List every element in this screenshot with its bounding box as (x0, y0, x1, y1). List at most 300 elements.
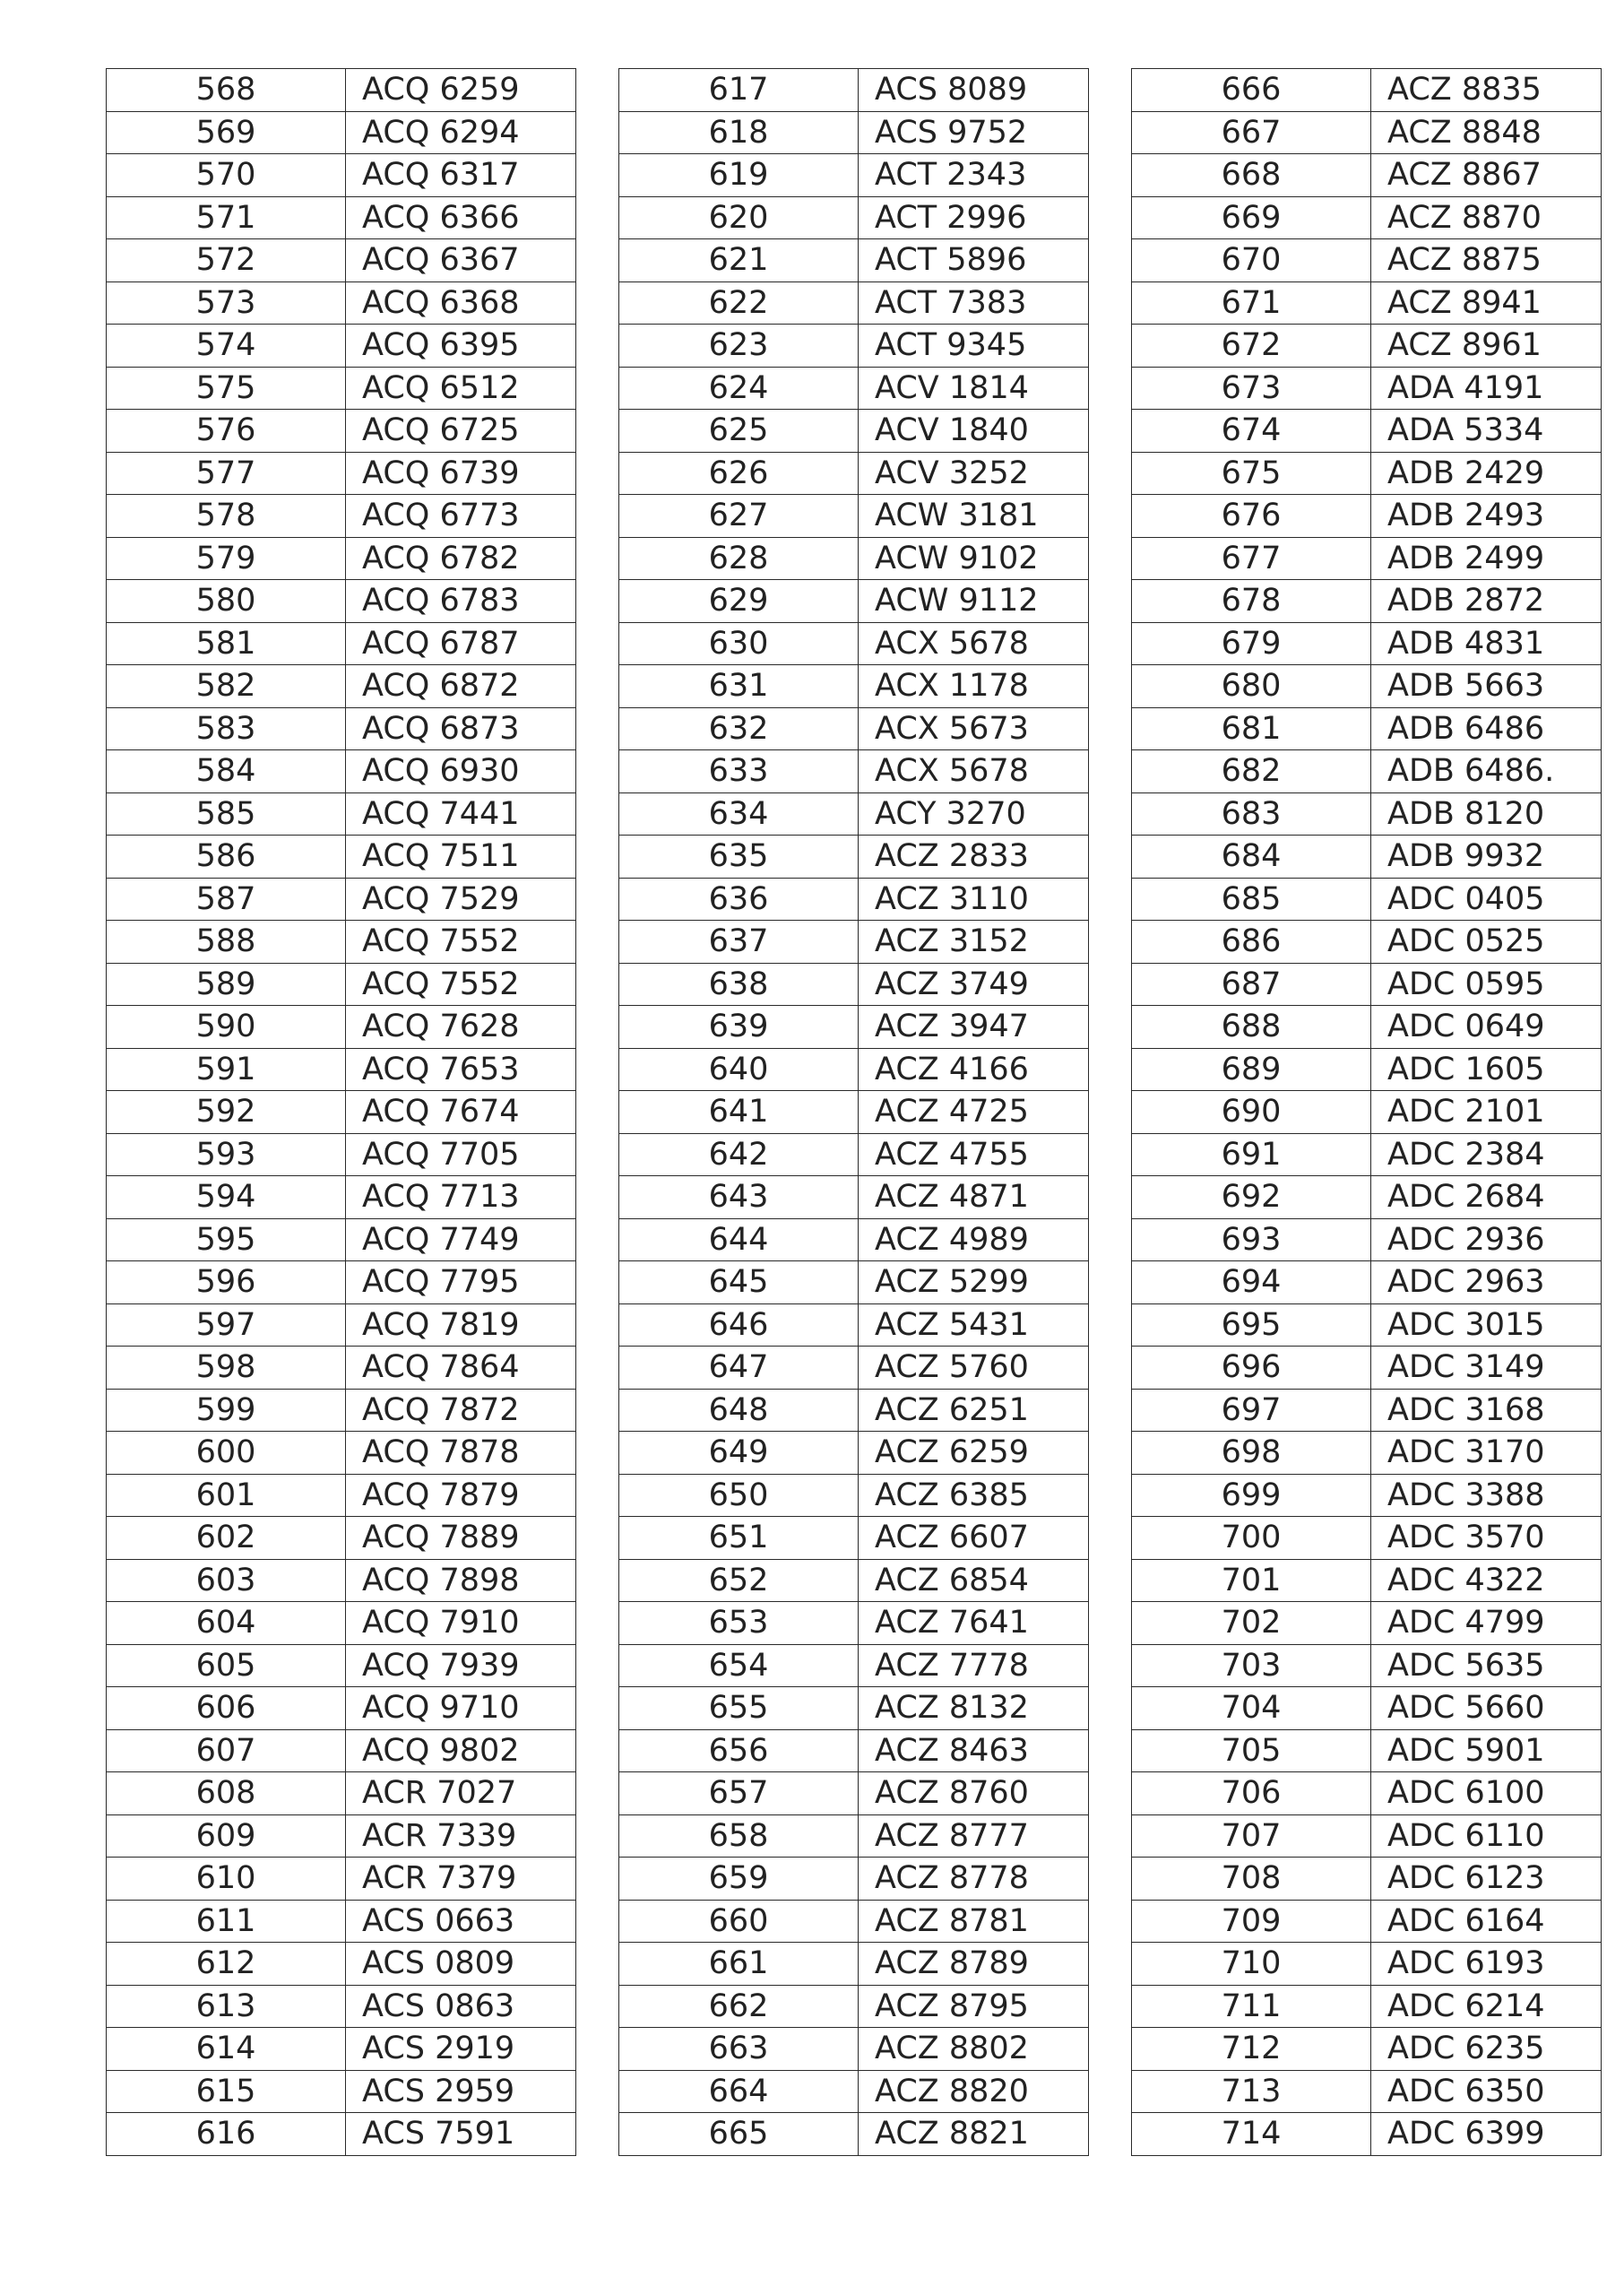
plate-number-cell: ACZ 7778 (859, 1644, 1089, 1687)
row-number-cell: 603 (107, 1559, 346, 1602)
table-row (107, 792, 576, 836)
row-number-cell: 581 (107, 622, 346, 665)
plate-number-cell: ACZ 8760 (859, 1772, 1089, 1815)
row-number-cell: 602 (107, 1517, 346, 1560)
table-row (1132, 665, 1602, 708)
plate-number-cell: ADA 4191 (1371, 367, 1602, 410)
registration-table-3 (1131, 68, 1602, 2156)
row-number-cell: 676 (1132, 495, 1371, 538)
row-number-cell: 685 (1132, 878, 1371, 921)
plate-number-cell: ACQ 7910 (346, 1602, 576, 1645)
plate-number-cell: ACQ 6787 (346, 622, 576, 665)
table-row (107, 111, 576, 154)
plate-number-cell: ACW 3181 (859, 495, 1089, 538)
plate-number-cell: ADB 2429 (1371, 452, 1602, 495)
row-number-cell: 660 (619, 1900, 859, 1943)
table-row (107, 1644, 576, 1687)
plate-number-cell: ACZ 3152 (859, 921, 1089, 964)
plate-number-cell: ACQ 6739 (346, 452, 576, 495)
table-row (1132, 410, 1602, 453)
plate-number-cell: ACQ 7889 (346, 1517, 576, 1560)
table-row (619, 495, 1089, 538)
row-number-cell: 707 (1132, 1814, 1371, 1858)
table-row (619, 1474, 1089, 1517)
table-row (107, 154, 576, 197)
row-number-cell: 666 (1132, 69, 1371, 112)
plate-number-cell: ACQ 7819 (346, 1303, 576, 1347)
registration-table-2 (618, 68, 1089, 2156)
row-number-cell: 599 (107, 1389, 346, 1432)
table-row (107, 325, 576, 368)
plate-number-cell: ACX 5678 (859, 622, 1089, 665)
table-row (619, 878, 1089, 921)
table-row (107, 1814, 576, 1858)
row-number-cell: 712 (1132, 2028, 1371, 2071)
row-number-cell: 640 (619, 1048, 859, 1091)
plate-number-cell: ADC 3168 (1371, 1389, 1602, 1432)
row-number-cell: 568 (107, 69, 346, 112)
table-row (107, 410, 576, 453)
plate-number-cell: ACZ 8941 (1371, 281, 1602, 325)
plate-number-cell: ACQ 6317 (346, 154, 576, 197)
table-row (1132, 239, 1602, 282)
row-number-cell: 713 (1132, 2070, 1371, 2113)
row-number-cell: 687 (1132, 963, 1371, 1006)
plate-number-cell: ACQ 7674 (346, 1091, 576, 1134)
row-number-cell: 681 (1132, 707, 1371, 750)
plate-number-cell: ADC 3015 (1371, 1303, 1602, 1347)
plate-number-cell: ADC 1605 (1371, 1048, 1602, 1091)
plate-number-cell: ADC 5901 (1371, 1729, 1602, 1772)
table-row (619, 622, 1089, 665)
table-row (1132, 1218, 1602, 1261)
plate-number-cell: ADB 2499 (1371, 537, 1602, 580)
table-row (107, 750, 576, 793)
plate-number-cell: ACS 0809 (346, 1943, 576, 1986)
row-number-cell: 608 (107, 1772, 346, 1815)
table-row (619, 537, 1089, 580)
table-row (107, 1687, 576, 1730)
plate-number-cell: ACR 7379 (346, 1858, 576, 1901)
plate-number-cell: ADC 6164 (1371, 1900, 1602, 1943)
plate-number-cell: ADB 4831 (1371, 622, 1602, 665)
row-number-cell: 665 (619, 2113, 859, 2156)
table-row (1132, 1474, 1602, 1517)
plate-number-cell: ADC 3149 (1371, 1347, 1602, 1390)
plate-number-cell: ACZ 8870 (1371, 196, 1602, 239)
plate-number-cell: ACQ 7552 (346, 921, 576, 964)
table-row (1132, 836, 1602, 879)
table-row (619, 196, 1089, 239)
plate-number-cell: ACQ 7705 (346, 1133, 576, 1176)
plate-number-cell: ACQ 6367 (346, 239, 576, 282)
plate-number-cell: ADC 2384 (1371, 1133, 1602, 1176)
row-number-cell: 637 (619, 921, 859, 964)
plate-number-cell: ACZ 5299 (859, 1261, 1089, 1304)
table-row (107, 1559, 576, 1602)
table-row (1132, 2113, 1602, 2156)
table-row (619, 1559, 1089, 1602)
plate-number-cell: ACZ 4755 (859, 1133, 1089, 1176)
plate-number-cell: ACQ 6395 (346, 325, 576, 368)
plate-number-cell: ACQ 7441 (346, 792, 576, 836)
table-row (1132, 1389, 1602, 1432)
row-number-cell: 689 (1132, 1048, 1371, 1091)
plate-number-cell: ACQ 9802 (346, 1729, 576, 1772)
table-row (107, 836, 576, 879)
row-number-cell: 616 (107, 2113, 346, 2156)
row-number-cell: 694 (1132, 1261, 1371, 1304)
table-row (1132, 878, 1602, 921)
row-number-cell: 618 (619, 111, 859, 154)
table-row (107, 1176, 576, 1219)
table-row (107, 281, 576, 325)
row-number-cell: 575 (107, 367, 346, 410)
plate-number-cell: ACS 9752 (859, 111, 1089, 154)
row-number-cell: 587 (107, 878, 346, 921)
table-row (619, 154, 1089, 197)
table-row (107, 2070, 576, 2113)
table-row (1132, 1644, 1602, 1687)
plate-number-cell: ADA 5334 (1371, 410, 1602, 453)
table-row (619, 452, 1089, 495)
table-row (619, 69, 1089, 112)
table-row (1132, 1559, 1602, 1602)
plate-number-cell: ADC 0649 (1371, 1006, 1602, 1049)
row-number-cell: 606 (107, 1687, 346, 1730)
plate-number-cell: ACZ 8777 (859, 1814, 1089, 1858)
row-number-cell: 580 (107, 580, 346, 623)
plate-number-cell: ACQ 6782 (346, 537, 576, 580)
plate-number-cell: ACQ 6873 (346, 707, 576, 750)
plate-number-cell: ADC 4799 (1371, 1602, 1602, 1645)
table-row (107, 2028, 576, 2071)
plate-number-cell: ACZ 8867 (1371, 154, 1602, 197)
table-row (107, 1133, 576, 1176)
table-row (1132, 707, 1602, 750)
table-row (1132, 1006, 1602, 1049)
row-number-cell: 643 (619, 1176, 859, 1219)
plate-number-cell: ADC 6193 (1371, 1943, 1602, 1986)
plate-number-cell: ACQ 6930 (346, 750, 576, 793)
row-number-cell: 601 (107, 1474, 346, 1517)
row-number-cell: 614 (107, 2028, 346, 2071)
row-number-cell: 620 (619, 196, 859, 239)
plate-number-cell: ADC 5660 (1371, 1687, 1602, 1730)
plate-number-cell: ACQ 7653 (346, 1048, 576, 1091)
plate-number-cell: ACZ 4989 (859, 1218, 1089, 1261)
table-row (107, 196, 576, 239)
row-number-cell: 704 (1132, 1687, 1371, 1730)
table-row (1132, 1347, 1602, 1390)
table-row (107, 1474, 576, 1517)
plate-number-cell: ACX 5678 (859, 750, 1089, 793)
row-number-cell: 648 (619, 1389, 859, 1432)
plate-number-cell: ADC 6350 (1371, 2070, 1602, 2113)
row-number-cell: 655 (619, 1687, 859, 1730)
row-number-cell: 688 (1132, 1006, 1371, 1049)
table-row (107, 622, 576, 665)
row-number-cell: 605 (107, 1644, 346, 1687)
row-number-cell: 677 (1132, 537, 1371, 580)
table-row (619, 410, 1089, 453)
table-row (619, 1347, 1089, 1390)
row-number-cell: 650 (619, 1474, 859, 1517)
row-number-cell: 693 (1132, 1218, 1371, 1261)
plate-number-cell: ACQ 6294 (346, 111, 576, 154)
plate-number-cell: ACZ 3749 (859, 963, 1089, 1006)
table-row (619, 1644, 1089, 1687)
plate-number-cell: ACT 7383 (859, 281, 1089, 325)
plate-number-cell: ACZ 8961 (1371, 325, 1602, 368)
table-row (1132, 537, 1602, 580)
plate-number-cell: ACZ 8848 (1371, 111, 1602, 154)
table-row (1132, 1900, 1602, 1943)
row-number-cell: 661 (619, 1943, 859, 1986)
row-number-cell: 619 (619, 154, 859, 197)
row-number-cell: 635 (619, 836, 859, 879)
row-number-cell: 585 (107, 792, 346, 836)
row-number-cell: 611 (107, 1900, 346, 1943)
table-row (619, 1048, 1089, 1091)
plate-number-cell: ADC 6110 (1371, 1814, 1602, 1858)
plate-number-cell: ACQ 7552 (346, 963, 576, 1006)
plate-number-cell: ACZ 8875 (1371, 239, 1602, 282)
row-number-cell: 703 (1132, 1644, 1371, 1687)
row-number-cell: 628 (619, 537, 859, 580)
table-row (107, 1006, 576, 1049)
row-number-cell: 623 (619, 325, 859, 368)
plate-number-cell: ADC 4322 (1371, 1559, 1602, 1602)
plate-number-cell: ACT 5896 (859, 239, 1089, 282)
table-row (619, 239, 1089, 282)
table-row (107, 665, 576, 708)
table-row (107, 1772, 576, 1815)
table-row (1132, 1858, 1602, 1901)
table-row (619, 1517, 1089, 1560)
plate-number-cell: ACZ 4725 (859, 1091, 1089, 1134)
plate-number-cell: ACS 2959 (346, 2070, 576, 2113)
plate-number-cell: ACV 1840 (859, 410, 1089, 453)
plate-number-cell: ADC 3570 (1371, 1517, 1602, 1560)
table-row (107, 1091, 576, 1134)
table-row (619, 1687, 1089, 1730)
table-row (619, 1133, 1089, 1176)
row-number-cell: 663 (619, 2028, 859, 2071)
table-row (107, 239, 576, 282)
table-row (107, 1218, 576, 1261)
row-number-cell: 617 (619, 69, 859, 112)
row-number-cell: 629 (619, 580, 859, 623)
plate-number-cell: ACQ 6872 (346, 665, 576, 708)
table-row (619, 963, 1089, 1006)
table-row (1132, 1602, 1602, 1645)
table-row (107, 1858, 576, 1901)
row-number-cell: 647 (619, 1347, 859, 1390)
row-number-cell: 571 (107, 196, 346, 239)
plate-number-cell: ACQ 6783 (346, 580, 576, 623)
plate-number-cell: ACQ 7628 (346, 1006, 576, 1049)
plate-number-cell: ACZ 3947 (859, 1006, 1089, 1049)
plate-number-cell: ACZ 8778 (859, 1858, 1089, 1901)
table-row (619, 1729, 1089, 1772)
plate-number-cell: ACZ 4166 (859, 1048, 1089, 1091)
row-number-cell: 633 (619, 750, 859, 793)
row-number-cell: 645 (619, 1261, 859, 1304)
table-row (107, 1389, 576, 1432)
row-number-cell: 669 (1132, 196, 1371, 239)
plate-number-cell: ACZ 6259 (859, 1432, 1089, 1475)
plate-number-cell: ACR 7339 (346, 1814, 576, 1858)
row-number-cell: 695 (1132, 1303, 1371, 1347)
row-number-cell: 572 (107, 239, 346, 282)
row-number-cell: 569 (107, 111, 346, 154)
row-number-cell: 654 (619, 1644, 859, 1687)
table-row (107, 878, 576, 921)
row-number-cell: 615 (107, 2070, 346, 2113)
table-row (1132, 963, 1602, 1006)
table-row (107, 1900, 576, 1943)
plate-number-cell: ACZ 8463 (859, 1729, 1089, 1772)
row-number-cell: 709 (1132, 1900, 1371, 1943)
row-number-cell: 622 (619, 281, 859, 325)
table-row (107, 1048, 576, 1091)
row-number-cell: 662 (619, 1985, 859, 2028)
plate-number-cell: ACZ 8835 (1371, 69, 1602, 112)
row-number-cell: 646 (619, 1303, 859, 1347)
table-row (107, 495, 576, 538)
row-number-cell: 610 (107, 1858, 346, 1901)
table-row (107, 707, 576, 750)
row-number-cell: 659 (619, 1858, 859, 1901)
table-row (1132, 750, 1602, 793)
plate-number-cell: ACZ 8795 (859, 1985, 1089, 2028)
row-number-cell: 696 (1132, 1347, 1371, 1390)
row-number-cell: 579 (107, 537, 346, 580)
plate-number-cell: ACQ 6366 (346, 196, 576, 239)
row-number-cell: 583 (107, 707, 346, 750)
table-row (619, 750, 1089, 793)
plate-number-cell: ACZ 6607 (859, 1517, 1089, 1560)
plate-number-cell: ADC 3388 (1371, 1474, 1602, 1517)
table-row (1132, 580, 1602, 623)
plate-number-cell: ACS 7591 (346, 2113, 576, 2156)
row-number-cell: 690 (1132, 1091, 1371, 1134)
plate-number-cell: ACQ 7511 (346, 836, 576, 879)
row-number-cell: 632 (619, 707, 859, 750)
row-number-cell: 621 (619, 239, 859, 282)
row-number-cell: 664 (619, 2070, 859, 2113)
plate-number-cell: ADB 6486 (1371, 707, 1602, 750)
table-row (107, 1432, 576, 1475)
plate-number-cell: ACZ 3110 (859, 878, 1089, 921)
row-number-cell: 711 (1132, 1985, 1371, 2028)
table-row (107, 1347, 576, 1390)
plate-number-cell: ACQ 7898 (346, 1559, 576, 1602)
plate-number-cell: ADB 6486. (1371, 750, 1602, 793)
row-number-cell: 641 (619, 1091, 859, 1134)
table-row (1132, 1303, 1602, 1347)
plate-number-cell: ACZ 8789 (859, 1943, 1089, 1986)
plate-number-cell: ACZ 5431 (859, 1303, 1089, 1347)
plate-number-cell: ACQ 6512 (346, 367, 576, 410)
row-number-cell: 698 (1132, 1432, 1371, 1475)
row-number-cell: 593 (107, 1133, 346, 1176)
row-number-cell: 582 (107, 665, 346, 708)
table-row (107, 452, 576, 495)
row-number-cell: 706 (1132, 1772, 1371, 1815)
row-number-cell: 598 (107, 1347, 346, 1390)
table-row (1132, 367, 1602, 410)
plate-number-cell: ACS 8089 (859, 69, 1089, 112)
row-number-cell: 656 (619, 1729, 859, 1772)
plate-number-cell: ACZ 2833 (859, 836, 1089, 879)
plate-number-cell: ACZ 8820 (859, 2070, 1089, 2113)
plate-number-cell: ACQ 9710 (346, 1687, 576, 1730)
row-number-cell: 710 (1132, 1943, 1371, 1986)
row-number-cell: 678 (1132, 580, 1371, 623)
row-number-cell: 578 (107, 495, 346, 538)
row-number-cell: 592 (107, 1091, 346, 1134)
row-number-cell: 570 (107, 154, 346, 197)
plate-number-cell: ADC 2963 (1371, 1261, 1602, 1304)
plate-number-cell: ADC 5635 (1371, 1644, 1602, 1687)
row-number-cell: 600 (107, 1432, 346, 1475)
table-row (1132, 1729, 1602, 1772)
table-row (619, 1814, 1089, 1858)
row-number-cell: 597 (107, 1303, 346, 1347)
plate-number-cell: ACZ 8132 (859, 1687, 1089, 1730)
table-row (619, 707, 1089, 750)
row-number-cell: 609 (107, 1814, 346, 1858)
plate-number-cell: ACQ 6368 (346, 281, 576, 325)
table-row (107, 1517, 576, 1560)
table-row (619, 1176, 1089, 1219)
row-number-cell: 596 (107, 1261, 346, 1304)
table-row (619, 921, 1089, 964)
table-row (619, 2113, 1089, 2156)
row-number-cell: 574 (107, 325, 346, 368)
table-row (619, 1261, 1089, 1304)
plate-number-cell: ACQ 7939 (346, 1644, 576, 1687)
table-row (1132, 1091, 1602, 1134)
row-number-cell: 584 (107, 750, 346, 793)
table-row (619, 1218, 1089, 1261)
row-number-cell: 612 (107, 1943, 346, 1986)
table-row (1132, 196, 1602, 239)
row-number-cell: 683 (1132, 792, 1371, 836)
row-number-cell: 590 (107, 1006, 346, 1049)
table-row (107, 963, 576, 1006)
plate-number-cell: ADC 6100 (1371, 1772, 1602, 1815)
row-number-cell: 607 (107, 1729, 346, 1772)
row-number-cell: 651 (619, 1517, 859, 1560)
row-number-cell: 658 (619, 1814, 859, 1858)
row-number-cell: 624 (619, 367, 859, 410)
table-row (107, 1261, 576, 1304)
plate-number-cell: ACZ 8821 (859, 2113, 1089, 2156)
row-number-cell: 714 (1132, 2113, 1371, 2156)
table-row (107, 580, 576, 623)
row-number-cell: 642 (619, 1133, 859, 1176)
plate-number-cell: ADB 9932 (1371, 836, 1602, 879)
plate-number-cell: ACQ 7879 (346, 1474, 576, 1517)
plate-number-cell: ADC 2936 (1371, 1218, 1602, 1261)
row-number-cell: 679 (1132, 622, 1371, 665)
row-number-cell: 670 (1132, 239, 1371, 282)
table-row (619, 2070, 1089, 2113)
plate-number-cell: ACQ 7529 (346, 878, 576, 921)
